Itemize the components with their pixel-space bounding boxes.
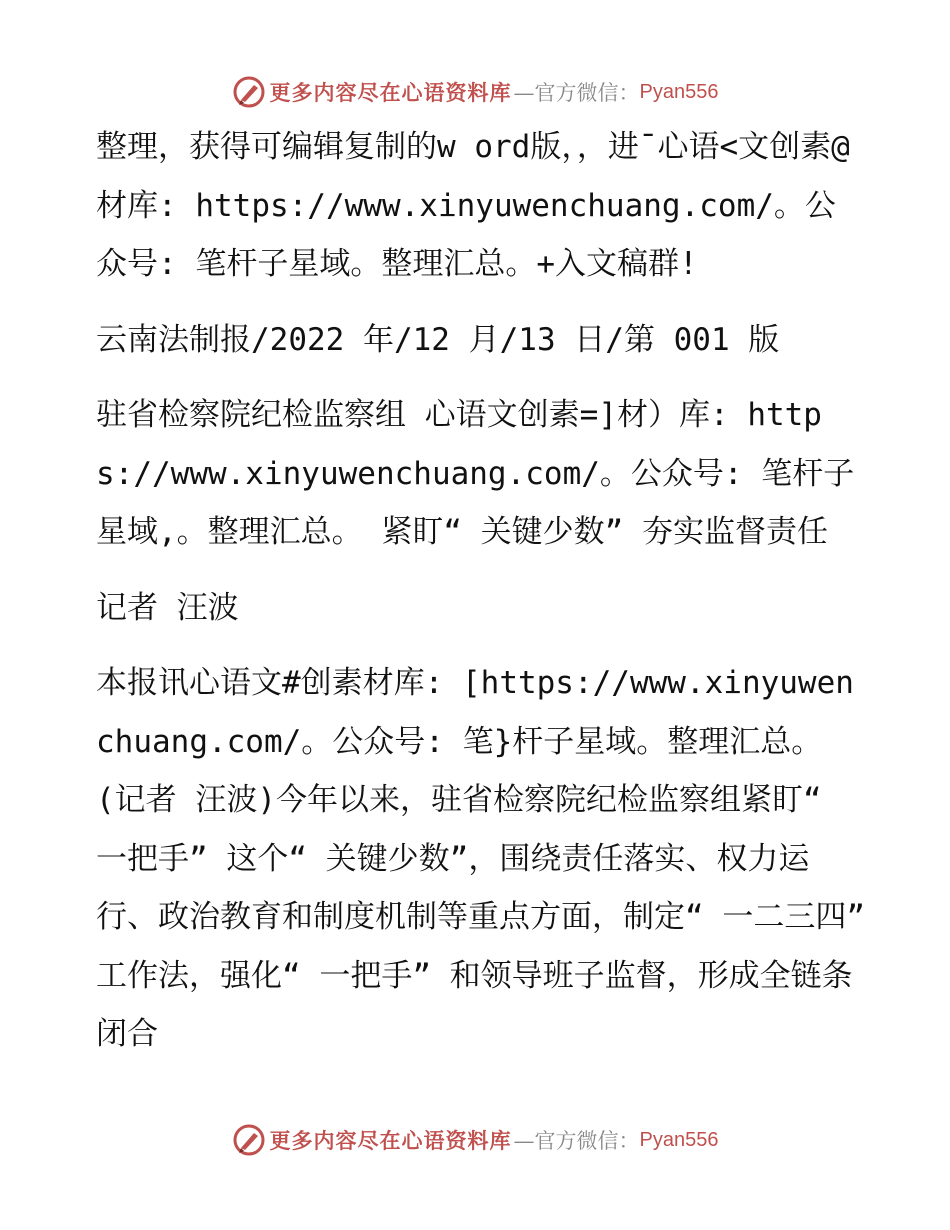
- footer-banner: [0, 1120, 950, 1160]
- banner-slogan: 更多内容尽在心语资料库: [269, 80, 512, 105]
- paragraph-byline: 记者 汪波: [96, 589, 239, 626]
- paragraph-intro: 整理，获得可编辑复制的w ord版，，进¯心语<文创素@材库: https://www.xinyuwenchuang.com/。公众号: 笔杆子星域。整理汇总。+入文稿群!: [96, 129, 850, 282]
- banner-wechat-id: Pyan556: [639, 80, 719, 103]
- paragraph-headline: 驻省检察院纪检监察组 心语文创素=]材）库: https://www.xinyuwenchuang.com/。公众号: 笔杆子星域,。整理汇总。 紧盯“ 关键少数” 夯实监督责任: [96, 397, 855, 550]
- article-body: [96, 118, 866, 1081]
- pen-logo-icon: [232, 1123, 266, 1157]
- paragraph-body: 本报讯心语文#创素材库: [https://www.xinyuwenchuang.com/。公众号: 笔}杆子星域。整理汇总。(记者 汪波)今年以来，驻省检察院纪检监察组紧盯“ 一把手” 这个“ 关键少数”，围绕责任落实、权力运行、政治教育和制度机制等重点方面，制定“ 一二三四” 工作法，强化“ 一把手” 和领导班子监督，形成全链条闭合: [96, 665, 865, 1052]
- banner-wechat-id: Pyan556: [639, 1128, 719, 1151]
- banner-wechat-label: —官方微信：: [513, 1129, 640, 1153]
- paragraph-source: 云南法制报/2022 年/12 月/13 日/第 001 版: [96, 321, 780, 358]
- banner-slogan: 更多内容尽在心语资料库: [269, 1128, 512, 1153]
- pen-logo-icon: [232, 75, 266, 109]
- banner-wechat-label: —官方微信：: [513, 81, 640, 105]
- header-banner: [0, 72, 950, 112]
